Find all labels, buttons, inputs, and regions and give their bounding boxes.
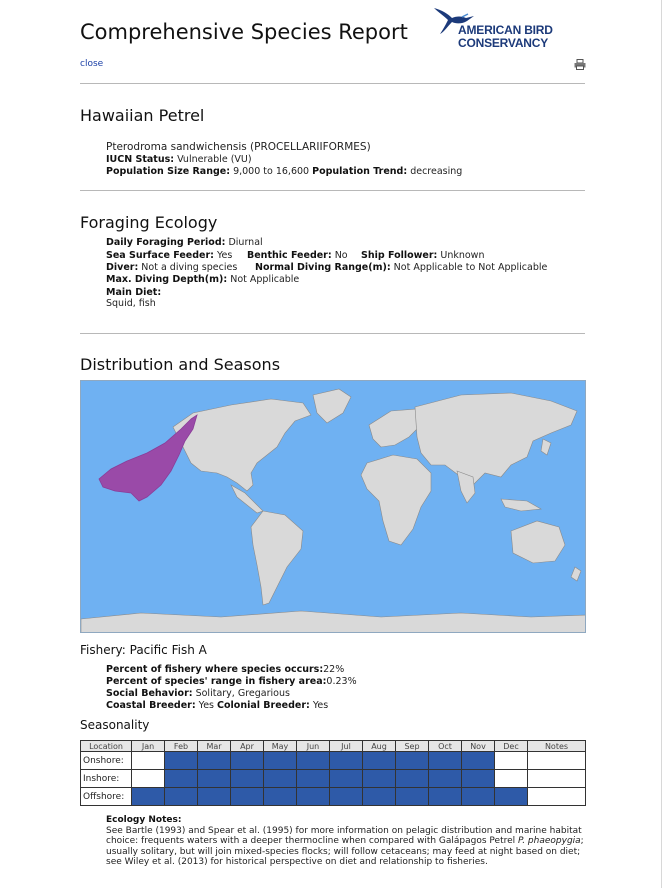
benthic-label: Benthic Feeder: — [247, 250, 332, 261]
pop-range-value: 9,000 to 16,600 — [233, 166, 310, 177]
population-line — [106, 166, 462, 178]
ecology-notes-italic: P. phaeopygia — [518, 836, 581, 847]
fishery-heading: Fishery: Pacific Fish A — [80, 643, 207, 657]
greenland-shape — [313, 389, 351, 423]
fishery-range-line — [106, 676, 357, 688]
antarctica-shape — [81, 611, 586, 633]
month-cell — [297, 752, 330, 770]
colonial-label: Colonial Breeder: — [217, 700, 310, 711]
asia-shape — [415, 393, 577, 485]
month-cell — [198, 770, 231, 788]
main-diet-value: Squid, fish — [106, 298, 156, 309]
foraging-heading: Foraging Ecology — [80, 213, 218, 232]
month-cell — [198, 788, 231, 806]
divider — [80, 83, 585, 84]
ndr-label: Normal Diving Range(m): — [255, 262, 391, 273]
iucn-status-line — [106, 154, 252, 166]
fishery-range-value: 0.23% — [326, 676, 357, 687]
month-cell — [396, 752, 429, 770]
seasonality-table — [80, 740, 586, 806]
daily-foraging-line — [106, 237, 263, 249]
month-cell — [462, 752, 495, 770]
column-header: Location — [81, 741, 132, 752]
main-diet-label: Main Diet: — [106, 287, 162, 298]
month-cell — [264, 770, 297, 788]
month-cell — [165, 788, 198, 806]
ndr-value: Not Applicable to Not Applicable — [393, 262, 548, 273]
australia-shape — [511, 521, 565, 563]
seasonality-header-row — [81, 741, 586, 752]
surface-label: Sea Surface Feeder: — [106, 250, 214, 261]
indonesia-shape — [501, 499, 541, 511]
month-cell — [132, 752, 165, 770]
column-header: Notes — [528, 741, 586, 752]
month-cell — [297, 788, 330, 806]
ecology-notes-heading: Ecology Notes: — [106, 815, 182, 825]
column-header: Jun — [297, 741, 330, 752]
column-header: Nov — [462, 741, 495, 752]
page-title: Comprehensive Species Report — [80, 20, 408, 44]
month-cell — [132, 770, 165, 788]
ecology-notes-text-2: ; usually solitary, but will join mixed-species flocks; will follow cetaceans; may feed at night based on diet; see Wiley et al. (2013) for historical perspective on diet and relationship to fisheries. — [106, 836, 584, 868]
new-zealand-shape — [571, 567, 581, 581]
month-cell — [231, 770, 264, 788]
month-cell — [429, 788, 462, 806]
month-cell — [231, 752, 264, 770]
month-cell — [462, 788, 495, 806]
logo-line-2: CONSERVANCY — [458, 36, 549, 50]
column-header: Jan — [132, 741, 165, 752]
colonial-value: Yes — [312, 700, 329, 711]
notes-cell — [528, 752, 586, 770]
notes-cell — [528, 770, 586, 788]
ecology-notes — [106, 815, 586, 868]
month-cell — [429, 752, 462, 770]
column-header: Aug — [363, 741, 396, 752]
notes-cell — [528, 788, 586, 806]
social-behavior-line — [106, 688, 290, 700]
social-label: Social Behavior: — [106, 688, 193, 699]
location-cell: Inshore: — [81, 770, 132, 788]
north-america-shape — [173, 399, 311, 491]
location-cell: Offshore: — [81, 788, 132, 806]
month-cell — [363, 770, 396, 788]
species-common-name: Hawaiian Petrel — [80, 106, 205, 125]
month-cell — [363, 752, 396, 770]
month-cell — [264, 752, 297, 770]
logo-line-1: AMERICAN BIRD — [458, 23, 553, 37]
column-header: Mar — [198, 741, 231, 752]
species-range-shape — [99, 415, 197, 501]
daily-value: Diurnal — [228, 237, 263, 248]
month-cell — [330, 770, 363, 788]
month-cell — [297, 770, 330, 788]
coastal-label: Coastal Breeder: — [106, 700, 196, 711]
column-header: Feb — [165, 741, 198, 752]
seasonality-row — [81, 770, 586, 788]
abc-logo — [432, 4, 562, 54]
month-cell — [429, 770, 462, 788]
pop-trend-value: decreasing — [410, 166, 463, 177]
south-america-shape — [251, 511, 303, 605]
benthic-value: No — [334, 250, 348, 261]
month-cell — [198, 752, 231, 770]
month-cell — [363, 788, 396, 806]
breeder-line — [106, 700, 328, 712]
ship-value: Unknown — [440, 250, 485, 261]
africa-shape — [361, 455, 431, 545]
japan-shape — [541, 439, 551, 455]
column-header: Oct — [429, 741, 462, 752]
social-value: Solitary, Gregarious — [195, 688, 290, 699]
month-cell — [396, 788, 429, 806]
fishery-pct-line — [106, 664, 344, 676]
month-cell — [165, 752, 198, 770]
maxdepth-value: Not Applicable — [230, 274, 300, 285]
column-header: Sep — [396, 741, 429, 752]
world-map — [81, 381, 586, 633]
seasonality-row — [81, 752, 586, 770]
iucn-label: IUCN Status: — [106, 154, 175, 165]
divider — [80, 190, 585, 191]
surface-feeder-line — [106, 250, 232, 262]
iucn-value: Vulnerable (VU) — [177, 154, 252, 165]
surface-value: Yes — [216, 250, 233, 261]
pop-trend-label: Population Trend: — [312, 166, 408, 177]
distribution-map — [80, 380, 586, 633]
seasonality-heading: Seasonality — [80, 718, 150, 732]
fishery-range-label: Percent of species' range in fishery area: — [106, 676, 327, 687]
diver-line — [106, 262, 237, 274]
month-cell — [495, 788, 528, 806]
month-cell — [396, 770, 429, 788]
column-header: Dec — [495, 741, 528, 752]
month-cell — [330, 788, 363, 806]
close-link[interactable]: close — [80, 59, 104, 69]
distribution-heading: Distribution and Seasons — [80, 355, 281, 374]
month-cell — [132, 788, 165, 806]
daily-label: Daily Foraging Period: — [106, 237, 226, 248]
month-cell — [264, 788, 297, 806]
ship-label: Ship Follower: — [361, 250, 438, 261]
maxdepth-label: Max. Diving Depth(m): — [106, 274, 228, 285]
fishery-pct-label: Percent of fishery where species occurs: — [106, 664, 324, 675]
column-header: Apr — [231, 741, 264, 752]
location-cell: Onshore: — [81, 752, 132, 770]
pop-range-label: Population Size Range: — [106, 166, 231, 177]
europe-shape — [369, 409, 421, 447]
normal-diving-range-line — [255, 262, 547, 274]
seasonality-row — [81, 788, 586, 806]
column-header: May — [264, 741, 297, 752]
coastal-value: Yes — [198, 700, 214, 711]
diver-label: Diver: — [106, 262, 139, 273]
benthic-feeder-line — [247, 250, 348, 262]
ship-follower-line — [361, 250, 484, 262]
month-cell — [231, 788, 264, 806]
month-cell — [495, 752, 528, 770]
month-cell — [330, 752, 363, 770]
print-icon[interactable] — [574, 59, 586, 70]
month-cell — [462, 770, 495, 788]
max-depth-line — [106, 274, 299, 286]
column-header: Jul — [330, 741, 363, 752]
divider — [80, 333, 585, 334]
month-cell — [495, 770, 528, 788]
diver-value: Not a diving species — [141, 262, 238, 273]
fishery-pct-value: 22% — [323, 664, 345, 675]
month-cell — [165, 770, 198, 788]
scientific-name: Pterodroma sandwichensis (PROCELLARIIFORMES) — [106, 141, 371, 153]
ecology-notes-text-1: See Bartle (1993) and Spear et al. (1995) for more information on pelagic distribution and marine habitat choice: frequents waters with a deeper thermocline when compared with Galápagos Petrel — [106, 825, 582, 847]
